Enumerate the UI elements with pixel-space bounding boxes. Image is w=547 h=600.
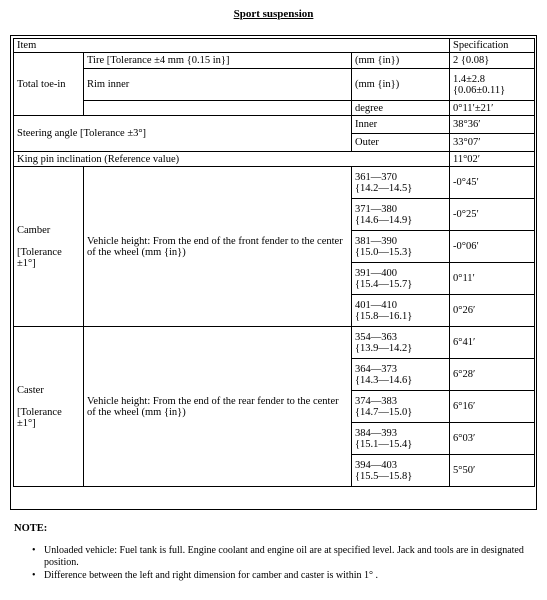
caster-range-in: {15.5—15.8}: [355, 470, 413, 482]
camber-range: [352, 167, 450, 199]
caster-row: [14, 327, 535, 359]
camber-condition: Vehicle height: From the end of the front fender to the center of the wheel (mm {in}): [84, 167, 352, 327]
camber-value: -0°25′: [450, 199, 535, 231]
camber-range-mm: 361—370: [355, 171, 397, 183]
toe-in-tire-row: [14, 53, 535, 69]
caster-range: [352, 455, 450, 487]
spec-table: [13, 38, 535, 487]
camber-value: -0°06′: [450, 231, 535, 263]
king-pin-value: 11°02′: [450, 152, 535, 167]
note-title: NOTE:: [14, 523, 48, 534]
camber-label: Camber: [17, 224, 51, 236]
caster-range: [352, 423, 450, 455]
note-list: [14, 545, 534, 584]
camber-range-in: {15.0—15.3}: [355, 246, 413, 258]
bullet-icon: •: [32, 545, 36, 556]
toe-in-label: Total toe-in: [14, 53, 84, 116]
caster-label: Caster: [17, 384, 44, 396]
caster-tolerance-line1: [Tolerance: [17, 406, 62, 418]
caster-value: 6°03′: [450, 423, 535, 455]
caster-range-in: {14.3—14.6}: [355, 374, 413, 386]
camber-range-in: {15.4—15.7}: [355, 278, 413, 290]
king-pin-label: King pin inclination (Reference value): [14, 152, 450, 167]
toe-in-rim-label: Rim inner: [84, 69, 352, 101]
caster-label-cell: [14, 327, 84, 487]
caster-value: 6°41′: [450, 327, 535, 359]
camber-range-in: {14.6—14.9}: [355, 214, 413, 226]
caster-value: 6°28′: [450, 359, 535, 391]
steering-inner-value: 38°36′: [450, 116, 535, 134]
caster-range-mm: 394—403: [355, 459, 397, 471]
toe-in-degree-unit: degree: [352, 101, 450, 116]
camber-range-mm: 371—380: [355, 203, 397, 215]
camber-range: [352, 295, 450, 327]
toe-in-rim-unit: (mm {in}): [352, 69, 450, 101]
toe-in-tire-value: 2 {0.08}: [450, 53, 535, 69]
caster-range: [352, 359, 450, 391]
caster-range: [352, 391, 450, 423]
camber-range-mm: 391—400: [355, 267, 397, 279]
camber-value: 0°26′: [450, 295, 535, 327]
caster-range: [352, 327, 450, 359]
header-specification: Specification: [450, 39, 535, 53]
page-title: Sport suspension: [233, 8, 314, 20]
king-pin-row: [14, 152, 535, 167]
camber-row: [14, 167, 535, 199]
steering-inner-row: [14, 116, 535, 134]
toe-in-rim-value-line2: {0.06±0.11}: [453, 84, 506, 96]
toe-in-rim-value: [450, 69, 535, 101]
caster-range-mm: 354—363: [355, 331, 397, 343]
toe-in-degree-value: 0°11′±21′: [450, 101, 535, 116]
toe-in-rim-row: [14, 69, 535, 101]
caster-range-mm: 374—383: [355, 395, 397, 407]
caster-value: 5°50′: [450, 455, 535, 487]
table-header-row: [14, 39, 535, 53]
caster-range-in: {15.1—15.4}: [355, 438, 413, 450]
header-item: Item: [14, 39, 450, 53]
camber-tolerance-line2: ±1°]: [17, 257, 36, 269]
camber-tolerance-line1: [Tolerance: [17, 246, 62, 258]
camber-range: [352, 231, 450, 263]
camber-value: 0°11′: [450, 263, 535, 295]
note-item: [14, 545, 534, 568]
camber-range-in: {14.2—14.5}: [355, 182, 413, 194]
camber-range-in: {15.8—16.1}: [355, 310, 413, 322]
caster-range-mm: 384—393: [355, 427, 397, 439]
camber-range: [352, 199, 450, 231]
toe-in-rim-value-line1: 1.4±2.8: [453, 73, 486, 85]
note-item: [14, 570, 534, 582]
note-text: Unloaded vehicle: Fuel tank is full. Engine coolant and engine oil are at specified level. Jack and tools are in designated position.: [44, 545, 524, 568]
caster-tolerance-line2: ±1°]: [17, 417, 36, 429]
caster-range-mm: 364—373: [355, 363, 397, 375]
caster-condition: Vehicle height: From the end of the rear fender to the center of the wheel (mm {in}): [84, 327, 352, 487]
caster-range-in: {14.7—15.0}: [355, 406, 413, 418]
caster-value: 6°16′: [450, 391, 535, 423]
steering-outer-label: Outer: [352, 134, 450, 152]
camber-value: -0°45′: [450, 167, 535, 199]
toe-in-degree-blank: [84, 101, 352, 116]
note-text: Difference between the left and right dimension for camber and caster is within 1° .: [44, 570, 378, 581]
steering-inner-label: Inner: [352, 116, 450, 134]
bullet-icon: •: [32, 570, 36, 581]
camber-label-cell: [14, 167, 84, 327]
caster-range-in: {13.9—14.2}: [355, 342, 413, 354]
camber-range: [352, 263, 450, 295]
steering-outer-value: 33°07′: [450, 134, 535, 152]
toe-in-tire-label: Tire [Tolerance ±4 mm {0.15 in}]: [84, 53, 352, 69]
camber-range-mm: 401—410: [355, 299, 397, 311]
steering-label: Steering angle [Tolerance ±3°]: [14, 116, 352, 152]
toe-in-tire-unit: (mm {in}): [352, 53, 450, 69]
toe-in-degree-row: [14, 101, 535, 116]
camber-range-mm: 381—390: [355, 235, 397, 247]
